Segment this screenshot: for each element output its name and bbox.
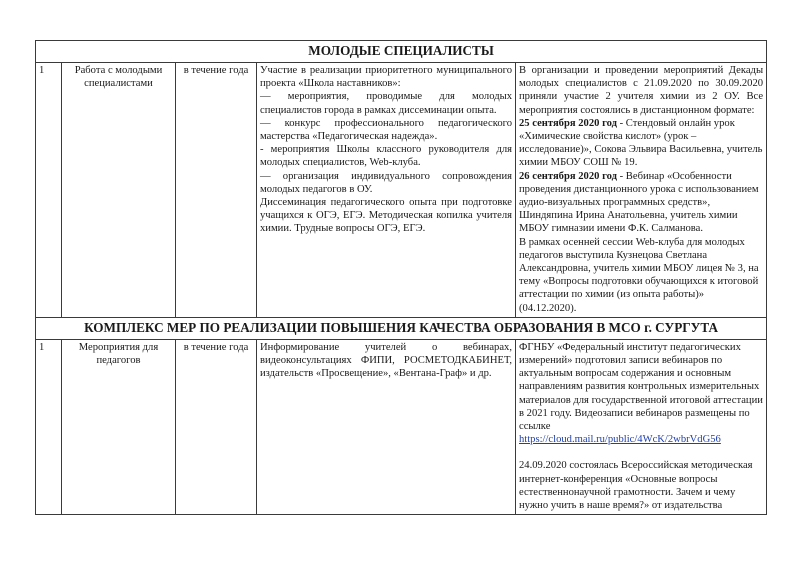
result-event-1 <box>519 117 763 170</box>
webinar-recordings-link[interactable]: https://cloud.mail.ru/public/4WcK/2wbrVdG56 <box>519 434 721 446</box>
section-title-quality-measures: КОМПЛЕКС МЕР ПО РЕАЛИЗАЦИИ ПОВЫШЕНИЯ КАЧЕСТВА ОБРАЗОВАНИЯ В МСО г. СУРГУТА <box>36 317 767 339</box>
report-table <box>35 40 767 515</box>
content-paragraph: - мероприятия Школы классного руководителя для молодых специалистов, Web-клуба. <box>260 144 512 169</box>
table-row <box>36 339 767 514</box>
activity-name: Мероприятия для педагогов <box>62 339 176 514</box>
activity-name: Работа с молодыми специалистами <box>62 63 176 318</box>
content-paragraph: — организация индивидуального сопровождения молодых педагогов в ОУ. <box>260 170 512 195</box>
event-date: 25 сентября 2020 год <box>519 117 617 129</box>
activity-content <box>257 339 516 514</box>
activity-term: в течение года <box>176 63 257 318</box>
activity-term: в течение года <box>176 339 257 514</box>
result-event-2 <box>519 170 763 236</box>
content-paragraph: — мероприятия, проводимые для молодых специалистов города в рамках диссеминации опыта. <box>260 91 512 116</box>
content-paragraph: Диссеминация педагогического опыта при подготовке учащихся к ОГЭ, ЕГЭ. Методическая копилка учителя химии. Трудные вопросы ОГЭ, ЕГЭ. <box>260 197 512 235</box>
event-description: - Стендовый онлайн урок «Химические свойства кислот» (урок – исследование)», Сокова Эльвира Васильевна, учитель химии МБОУ СОШ № 19. <box>519 117 763 169</box>
section-title-young-specialists: МОЛОДЫЕ СПЕЦИАЛИСТЫ <box>36 41 767 63</box>
result-outro: 24.09.2020 состоялась Всероссийская методическая интернет-конференция «Основные вопросы естественнонаучной грамотности. Зачем и чему нужно учить в наше время?» от издательства <box>519 460 753 512</box>
content-paragraph: Участие в реализации приоритетного муниципального проекта «Школа наставников»: <box>260 65 512 90</box>
result-intro: В организации и проведении мероприятий Декады молодых специалистов с 21.09.2020 по 30.09.2020 приняли участие 2 учителя химии из 2 ОУ. Все мероприятия состоялись в дистанционном формате: <box>519 65 764 116</box>
event-description: - Вебинар «Особенности проведения дистанционного урока с использованием аудио-визуальных программных средств», Шиндяпина Ирина Анатольевна, учитель химии МБОУ гимназии имени Ф.К. Салманова. <box>519 170 759 235</box>
content-paragraph: — конкурс профессионального педагогического мастерства «Педагогическая надежда». <box>260 117 512 143</box>
event-date: 26 сентября 2020 год <box>519 170 617 182</box>
row-number: 1 <box>36 339 62 514</box>
section-header-row <box>36 41 767 63</box>
result-intro: ФГНБУ «Федеральный институт педагогических измерений» подготовил записи вебинаров по актуальным вопросам содержания и основным направлениям развития контрольных измерительных материалов для государственной итоговой аттестации в 2021 году. Видеозаписи вебинаров размещены по ссылке <box>519 341 763 433</box>
section-header-row <box>36 317 767 339</box>
table-row <box>36 63 767 318</box>
activity-result <box>516 63 767 318</box>
result-outro: В рамках осенней сессии Web-клуба для молодых педагогов выступила Кузнецова Светлана Александровна, учитель химии МБОУ лицея № 3, на тему «Вопросы подготовки обучающихся к итоговой аттестации по химии (из опыта работы)» (04.12.2020). <box>519 236 759 314</box>
row-number: 1 <box>36 63 62 318</box>
activity-content <box>257 63 516 318</box>
content-paragraph: Информирование учителей о вебинарах, видеоконсультациях ФИПИ, РОСМЕТОДКАБИНЕТ, издательств «Просвещение», «Вентана-Граф» и др. <box>260 341 512 380</box>
spacer <box>519 446 763 459</box>
activity-result <box>516 339 767 514</box>
